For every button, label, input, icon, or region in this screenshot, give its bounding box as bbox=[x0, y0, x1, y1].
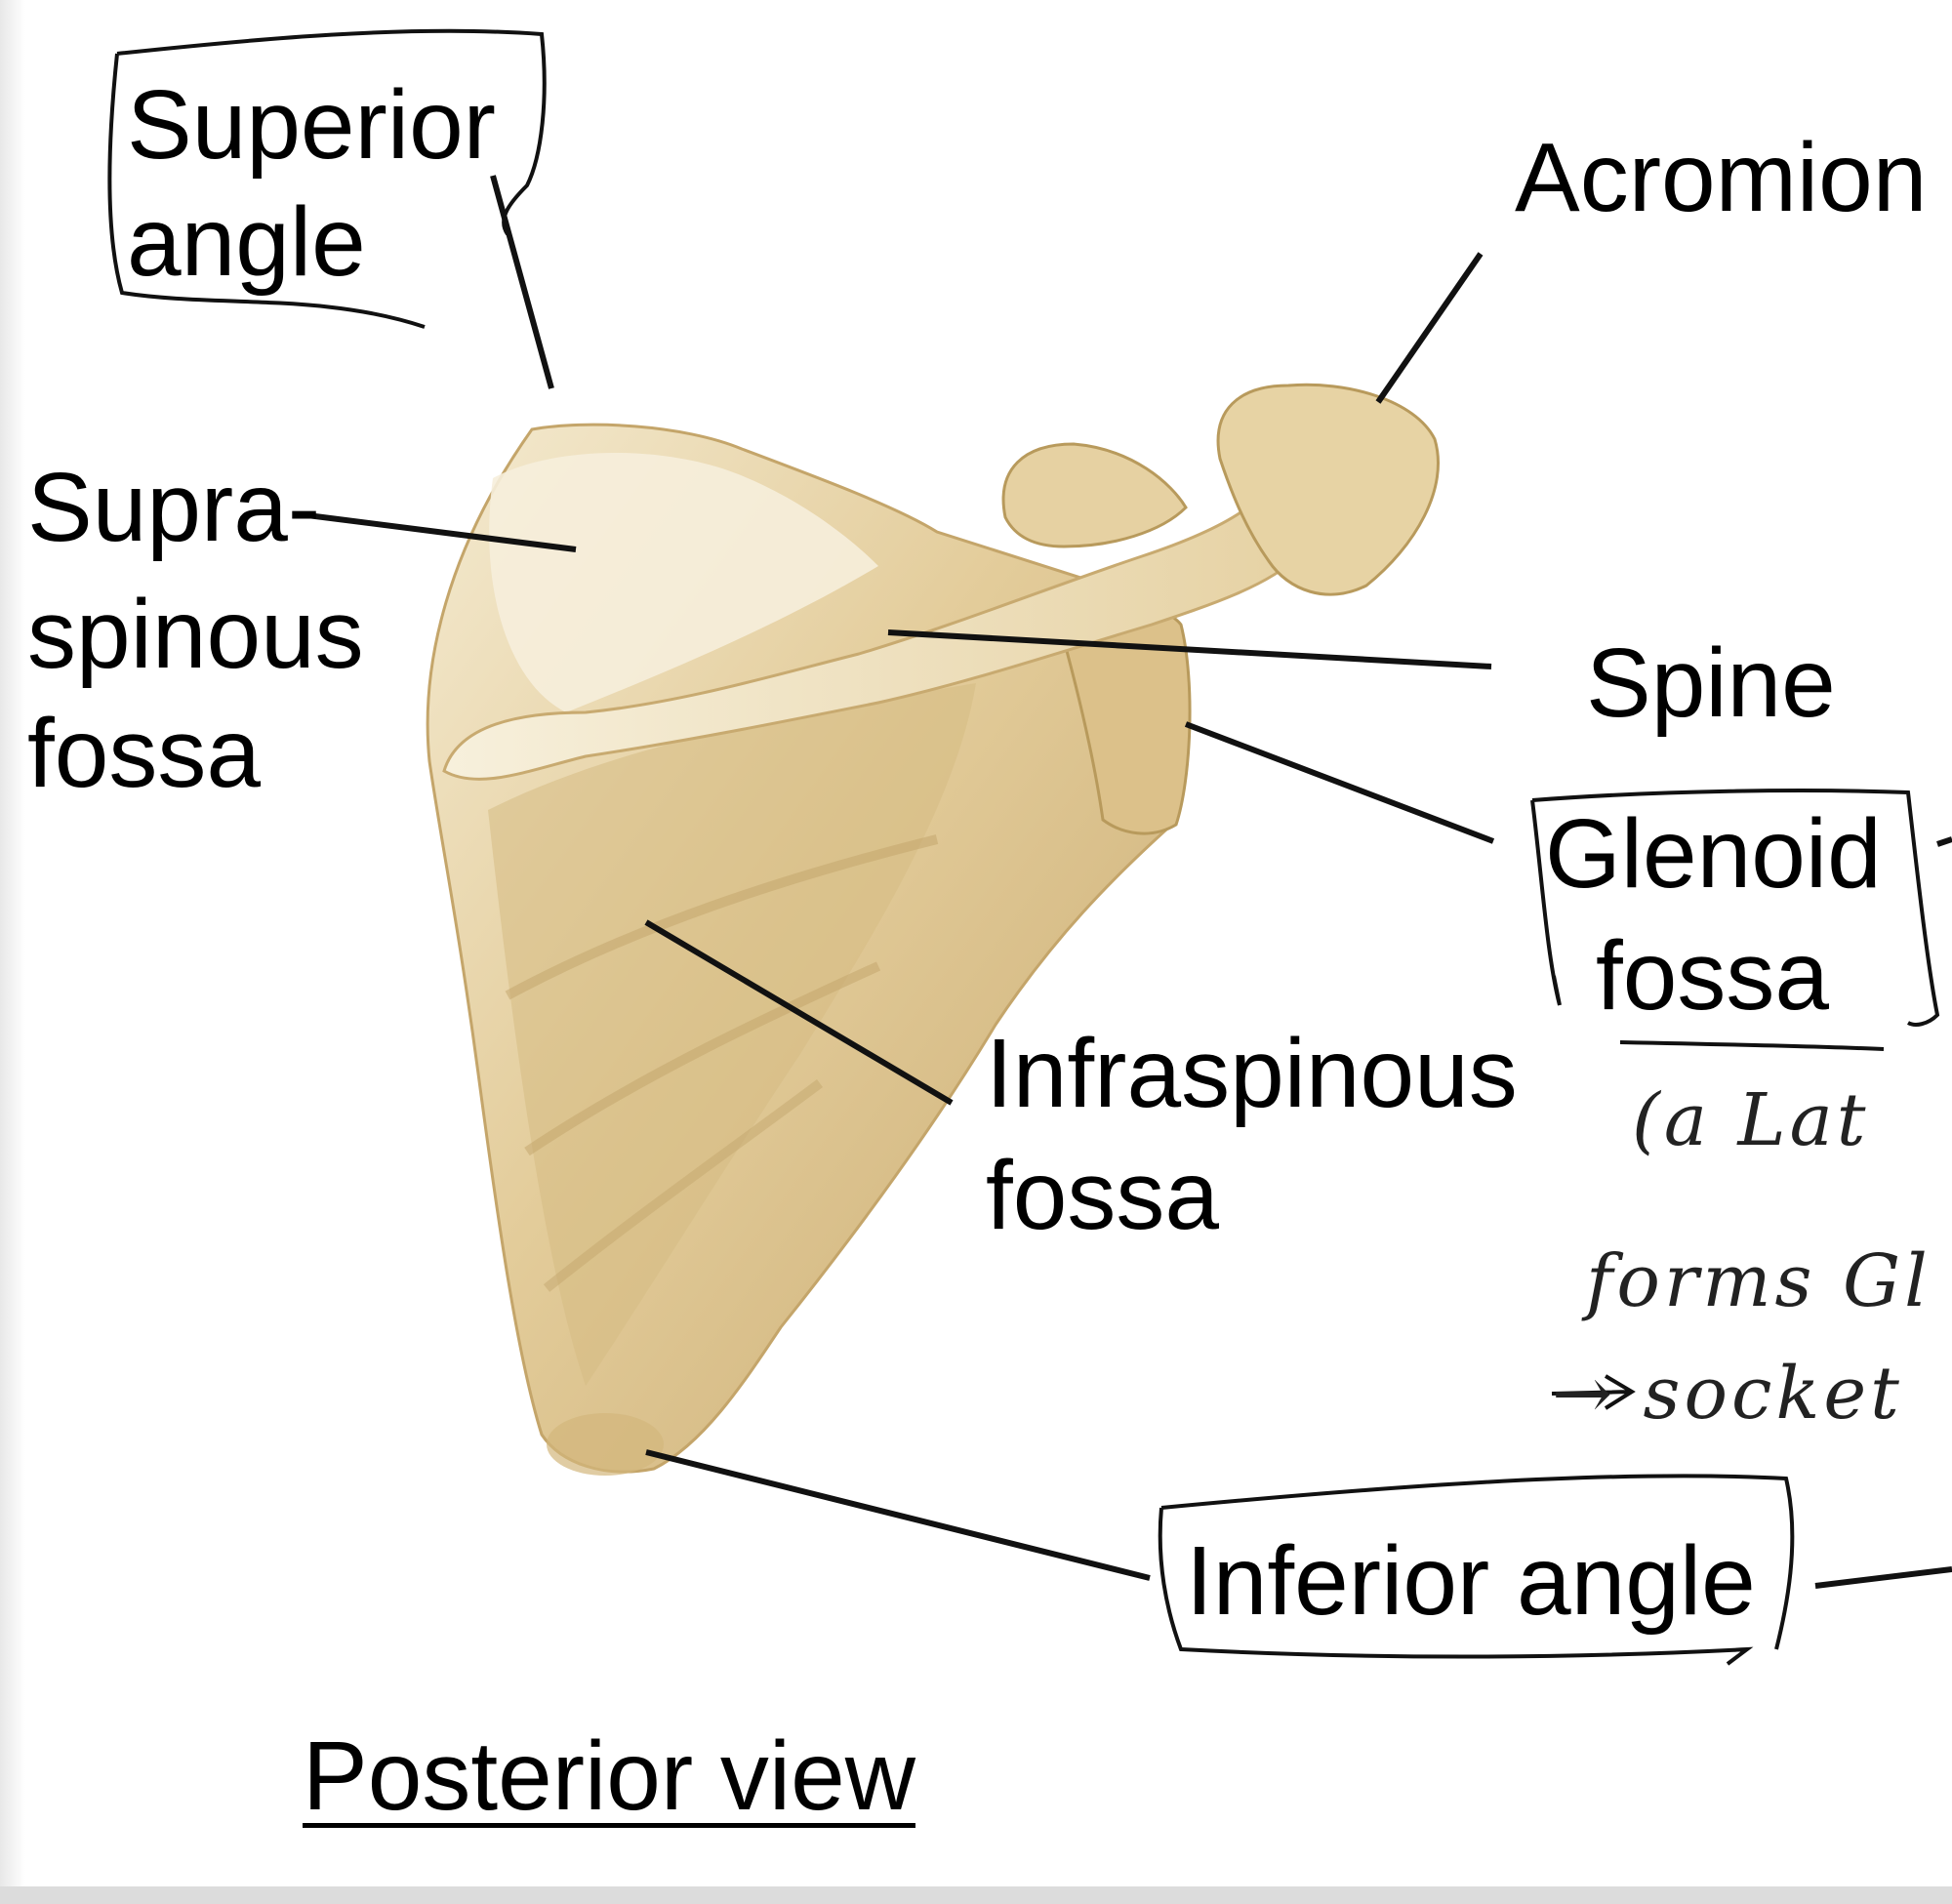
leader-line-superior-angle bbox=[493, 176, 551, 388]
leader-line-right-stub-inferior bbox=[1815, 1569, 1952, 1586]
label-acromion: Acromion bbox=[1515, 123, 1928, 232]
label-glenoid-line2: fossa bbox=[1596, 921, 1830, 1031]
label-inferior-angle: Inferior angle bbox=[1186, 1526, 1756, 1636]
label-glenoid-line1: Glenoid bbox=[1545, 799, 1882, 909]
label-infraspinous-line1: Infraspinous bbox=[986, 1019, 1518, 1128]
coracoid-process bbox=[1003, 444, 1186, 547]
leader-line-glenoid bbox=[1186, 724, 1493, 841]
label-superior-angle-line2: angle bbox=[127, 187, 366, 297]
leader-line-acromion bbox=[1378, 254, 1481, 402]
label-supraspinous-line3: fossa bbox=[27, 699, 262, 808]
inferior-angle-knob bbox=[547, 1413, 664, 1476]
handwritten-note-3: → socket bbox=[1552, 1352, 1903, 1436]
label-supraspinous-line1: Supra- bbox=[27, 453, 321, 562]
label-infraspinous-line2: fossa bbox=[986, 1141, 1220, 1250]
caption-posterior-view: Posterior view bbox=[303, 1722, 915, 1831]
handwritten-note-1: (a Lat bbox=[1632, 1078, 1870, 1162]
leader-line-inferior-angle bbox=[646, 1452, 1150, 1578]
handwritten-note-2: forms Gl bbox=[1586, 1239, 1932, 1323]
label-superior-angle-line1: Superior bbox=[127, 70, 496, 180]
leader-line-right-stub-glenoid bbox=[1937, 839, 1952, 844]
underline-glenoid bbox=[1620, 1042, 1884, 1049]
label-supraspinous-line2: spinous bbox=[27, 580, 364, 689]
label-spine: Spine bbox=[1586, 628, 1836, 738]
